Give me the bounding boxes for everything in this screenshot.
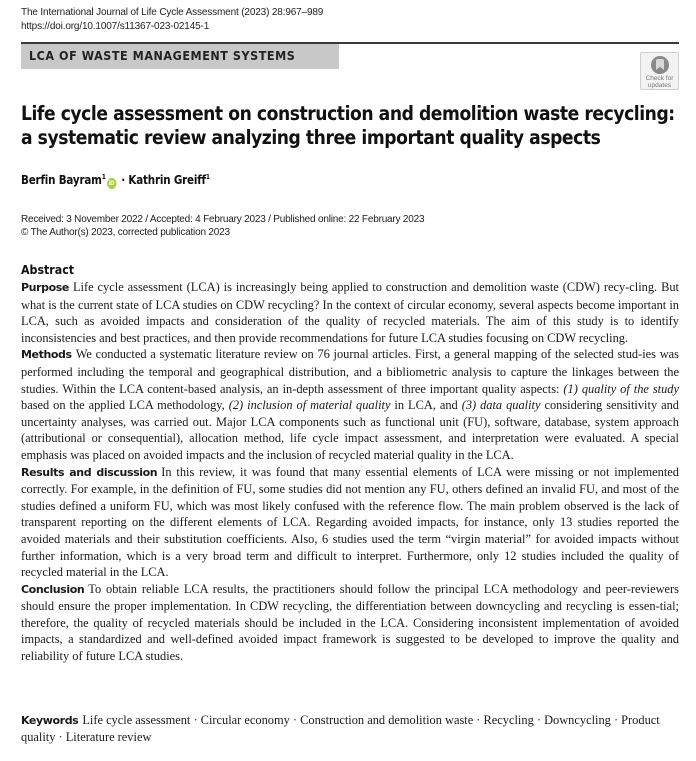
- author-list: [21, 173, 210, 189]
- section-label: LCA OF WASTE MANAGEMENT SYSTEMS: [29, 49, 296, 63]
- check-for-updates-button[interactable]: [640, 52, 679, 90]
- methods-italic: (2) inclusion of material quality: [228, 398, 391, 413]
- methods-text: in LCA, and: [390, 398, 462, 413]
- title-line-2: a systematic review analyzing three important quality aspects: [21, 126, 601, 149]
- author-name[interactable]: Berfin Bayram: [21, 173, 102, 187]
- article-title: [21, 102, 675, 150]
- methods-text: based on the applied LCA methodology,: [21, 398, 229, 413]
- abstract-body: [21, 279, 679, 665]
- abstract-methods: [21, 346, 679, 463]
- conclusion-text: To obtain reliable LCA results, the practitioners should follow the principal LCA methodology and peer-reviewers should ensure the proper implementation. In CDW recycling, the differentiation between downcycling and recycling is essen-tial; therefore, the quality of recycled materials should be included in the LCA. Considering inconsistent implementation of avoided impacts, a standardized and well-defined avoided impact framework is suggested to be developed to improve the quality and reliability of future LCA studies.: [21, 581, 679, 664]
- purpose-text: Life cycle assessment (LCA) is increasingly being applied to construction and demolition waste (CDW) recy-cling. But what is the current state of LCA studies on CDW recycling? In the context of circular economy, several aspects become important in LCA, such as avoided impacts and consideration of the quality of recycled materials. The aim of this study is to identify inconsistencies and best practices, and then provide recommendations for future LCA studies focusing on CDW recycling.: [21, 280, 679, 345]
- author-separator: ·: [121, 173, 125, 187]
- badge-label-line1: Check for: [645, 75, 674, 82]
- methods-label: Methods: [21, 348, 72, 362]
- author-name[interactable]: Kathrin Greiff: [128, 173, 206, 187]
- results-label: Results and discussion: [21, 465, 158, 479]
- methods-text: considering sensitivity and uncertainty analyses, was carried out. Major LCA components such as functional unit (FU), software, database, system approach (attributional or consequential), allocation method, life cycle impact assessment, and interpretation were evaluated. A special emphasis was placed on avoided impacts and the inclusion of recycled material quality in the LCA.: [21, 398, 679, 462]
- journal-citation: The International Journal of Life Cycle Assessment (2023) 28:967–989: [21, 7, 324, 18]
- methods-text: We conducted a systematic literature review on 76 journal articles. First, a general mapping of the selected stud-ies was performed including the temporal and geographical distribution, and a bibliometric analysis to capture the linkages between the studies. Within the LCA content-based analysis, an in-depth assessment of three important quality aspects:: [21, 347, 679, 396]
- affiliation-marker: 1: [205, 173, 210, 181]
- section-banner: [21, 44, 339, 69]
- publication-dates: Received: 3 November 2022 / Accepted: 4 February 2023 / Published online: 22 February 2023: [21, 214, 425, 225]
- doi-link[interactable]: https://doi.org/10.1007/s11367-023-02145-1: [21, 21, 210, 32]
- abstract-conclusion: [21, 581, 679, 665]
- purpose-label: Purpose: [21, 281, 69, 294]
- affiliation-marker: 1: [101, 173, 106, 181]
- keywords-label: Keywords: [21, 714, 79, 727]
- abstract-purpose: [21, 279, 679, 346]
- conclusion-label: Conclusion: [21, 582, 85, 596]
- title-line-1: Life cycle assessment on construction and demolition waste recycling:: [21, 102, 675, 125]
- keywords: [21, 712, 679, 746]
- orcid-icon[interactable]: iD: [108, 180, 115, 187]
- abstract-heading: Abstract: [21, 263, 75, 277]
- copyright-notice: © The Author(s) 2023, corrected publication 2023: [21, 227, 230, 238]
- abstract-results: [21, 464, 679, 581]
- check-for-updates-icon: [651, 56, 669, 74]
- methods-italic: (3) data quality: [461, 398, 541, 413]
- keywords-list: Life cycle assessment · Circular economy · Construction and demolition waste · Recycling · Downcycling · Product quality · Literature review: [21, 713, 660, 744]
- badge-label-line2: updates: [647, 82, 672, 89]
- methods-italic: (1) quality of the study: [563, 381, 679, 396]
- results-text: In this review, it was found that many essential elements of LCA were missing or not implemented correctly. For example, in the definition of FU, some studies did not mention any FU, others defined an invalid FU, and most of the studies defined a uniform FU, which was most likely confused with the reference flow. The main problem observed is the lack of transparent reporting on the different elements of LCA. Regarding avoided impacts, for instance, only 13 studies reported the avoided materials and their substitution coefficients. Also, 6 studies used the term “virgin material” for avoided impacts without further information, which is a very broad term and difficult to interpret. Furthermore, only 12 studies included the quality of recycled material in the LCA.: [21, 464, 679, 580]
